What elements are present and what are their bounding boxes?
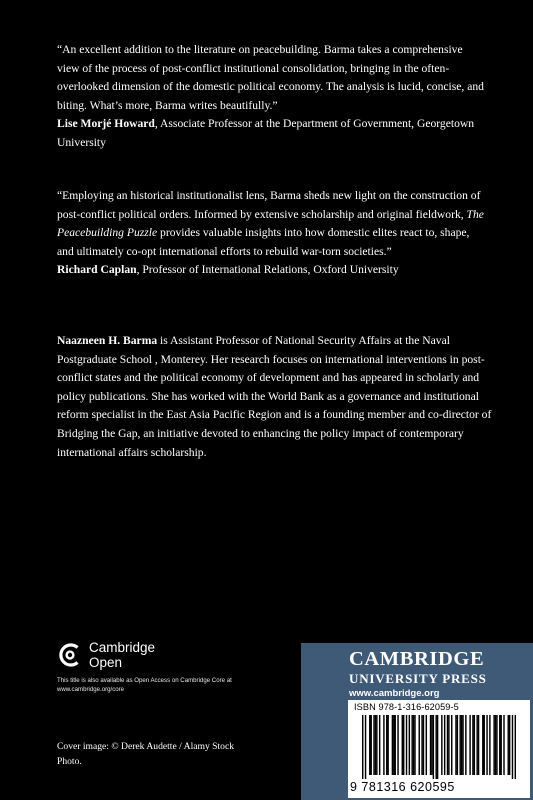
barcode-bar (508, 715, 509, 775)
barcode-bar (373, 715, 374, 775)
barcode-bar (419, 715, 420, 775)
barcode-bar (421, 715, 422, 775)
barcode-bar (457, 715, 458, 775)
cambridge-open-line2: Open (89, 655, 123, 670)
barcode-bar (484, 715, 485, 775)
book-title: The Peacebuilding Puzzle (57, 207, 484, 240)
barcode-bar (465, 715, 466, 775)
endorsement-2-quote (57, 187, 487, 261)
endorsement-1 (57, 41, 487, 153)
barcode-bar (444, 715, 445, 775)
barcode-bar (472, 715, 473, 775)
barcode-bar (387, 715, 388, 775)
barcode-bar (459, 715, 460, 775)
barcode-bar (397, 715, 398, 775)
endorsement-2-quote-end: provides valuable insights into how domestic elites react to, shape, and ultimately co-opt international efforts to rebuild war-torn societies.” (57, 226, 470, 258)
barcode-bar (431, 715, 432, 775)
barcode-bar (379, 715, 380, 775)
endorsement-1-attribution (57, 115, 487, 152)
endorsement-1-author: Lise Morjé Howard (57, 117, 155, 131)
barcode-bar (430, 715, 431, 775)
cambridge-open-wordmark (89, 640, 155, 670)
barcode-bar (478, 715, 479, 775)
barcode-bar (413, 715, 414, 775)
author-bio (57, 332, 493, 462)
barcode-bar (435, 715, 436, 779)
barcode-bar (503, 715, 504, 775)
barcode-bar (441, 715, 442, 775)
barcode-bar (383, 715, 384, 775)
barcode-bar (411, 715, 412, 775)
author-name: Naazneen H. Barma (57, 334, 158, 347)
barcode-bar (469, 715, 470, 775)
cambridge-open-line1: Cambridge (89, 640, 156, 655)
barcode-bar (376, 715, 377, 775)
barcode-bar (437, 715, 438, 779)
isbn-label: ISBN 978-1-316-62059-5 (354, 702, 459, 712)
barcode-bar (495, 715, 496, 775)
barcode-bar (386, 715, 387, 775)
barcode-bar (406, 715, 407, 775)
publisher-url: www.cambridge.org (349, 688, 440, 699)
endorsement-1-affiliation: , Associate Professor at the Department of Government, Georgetown University (57, 117, 475, 149)
barcode-bar (462, 715, 463, 775)
publisher-name: CAMBRIDGE (349, 648, 485, 670)
endorsement-2-attribution (57, 261, 487, 280)
barcode-bars (362, 715, 516, 779)
barcode-bar (500, 715, 501, 775)
barcode-bar (369, 715, 370, 775)
cambridge-open-logo-icon (57, 642, 83, 668)
barcode-bar (509, 715, 510, 775)
barcode-bar (370, 715, 371, 775)
cover-image-credit: Cover image: © Derek Audette / Alamy Stock Photo. (57, 741, 235, 767)
barcode-bar (448, 715, 449, 775)
barcode-bar (496, 715, 497, 775)
barcode-bar (362, 715, 363, 779)
barcode-bar (489, 715, 490, 775)
barcode-bar (486, 715, 487, 775)
barcode-bar (474, 715, 475, 775)
open-access-note: This title is also available as Open Access on Cambridge Core at www.cambridge.org/core (57, 677, 232, 693)
barcode-bar (392, 715, 393, 775)
barcode-bar (493, 715, 494, 775)
barcode-bar (482, 715, 483, 775)
endorsement-2-quote-start: “Employing an historical institutionalist lens, Barma sheds new light on the construction of post-conflict political orders. Informed by extensive scholarship and original fieldwork, (57, 189, 481, 221)
barcode-bar (426, 715, 427, 775)
barcode-digits: 9 781316 620595 (350, 780, 455, 794)
publisher-panel (301, 643, 533, 800)
endorsement-2-author: Richard Caplan (57, 263, 137, 277)
endorsement-2 (57, 187, 487, 280)
barcode-bar (423, 715, 424, 775)
barcode-bar (499, 715, 500, 775)
barcode-box (348, 700, 530, 798)
barcode-bar (451, 715, 452, 775)
barcode-bar (414, 715, 415, 775)
barcode-bar (403, 715, 404, 775)
barcode-bar (393, 715, 394, 775)
barcode-bar (515, 715, 516, 779)
barcode-bar (447, 715, 448, 775)
publisher-press: UNIVERSITY PRESS (349, 671, 487, 686)
cambridge-open-logo (57, 640, 155, 670)
barcode-bar (455, 715, 456, 775)
barcode-bar (433, 715, 434, 779)
barcode-bar (375, 715, 376, 775)
barcode-bar (409, 715, 410, 775)
barcode-bar (476, 715, 477, 775)
barcode-bar (365, 715, 366, 779)
barcode-bar (402, 715, 403, 775)
endorsement-2-affiliation: , Professor of International Relations, Oxford University (136, 263, 399, 277)
barcode-bar (461, 715, 462, 775)
author-bio-body: is Assistant Professor of National Security Affairs at the Naval Postgraduate School , Monterey. Her research focuses on international interventions in post-conflict states and the political economy of development and has appeared in scholarly and policy publications. She has worked with the World Bank as a governance and institutional reform specialist in the East Asia Pacific Region and is a founding member and co-director of Bridging the Gap, an initiative devoted to enhancing the policy impact of contemporary international affairs scholarship. (57, 334, 492, 459)
barcode-bar (512, 715, 513, 779)
author-bio-text (57, 332, 493, 462)
endorsement-1-quote: “An excellent addition to the literature on peacebuilding. Barma takes a comprehensive view of the process of post-conflict institutional consolidation, bringing in the often-overlooked dimension of the domestic political economy. The analysis is lucid, concise, and biting. What’s more, Barma writes beautifully.” (57, 43, 484, 112)
barcode-bar (395, 715, 396, 775)
